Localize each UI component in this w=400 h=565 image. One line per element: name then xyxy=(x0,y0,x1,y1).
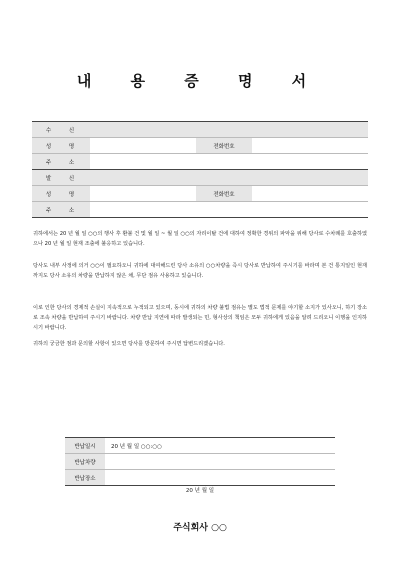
footer-date: 20 년 월 일 xyxy=(185,488,215,494)
sender-phone-field[interactable] xyxy=(252,186,368,202)
recipient-section-label: 수 신 xyxy=(32,122,90,138)
return-place-label: 반납장소 xyxy=(65,470,105,486)
recipient-phone-label: 전화번호 xyxy=(196,138,252,154)
body-paragraph: 귀하에서는 20 년 월 일 ○○의 행사 후 환불 건 및 월 일 ~ 월 일 ○○의 자리이탈 건에 대하여 정확한 경위의 파악을 위해 당사로 수차례를 호출하였으나 20 년 월 일 현재 조출에 불응하고 있습니다. xyxy=(33,231,367,247)
return-vehicle-row xyxy=(65,454,335,470)
recipient-name-field[interactable] xyxy=(90,138,196,154)
recipient-name-label: 성 명 xyxy=(32,138,90,154)
return-info-table xyxy=(65,437,335,486)
sender-phone-label: 전화번호 xyxy=(196,186,252,202)
recipient-header-row xyxy=(32,122,368,138)
recipient-address-row xyxy=(32,154,368,170)
sender-address-field[interactable] xyxy=(90,202,368,218)
recipient-phone-field[interactable] xyxy=(252,138,368,154)
sender-address-row xyxy=(32,202,368,218)
return-date-field[interactable]: 20 년 월 일 ○○:○○ xyxy=(105,438,335,454)
body-paragraph: 이로 인한 당사의 경제적 손실이 지속적으로 누적되고 있으며, 동시에 귀하의 차량 불법 점유는 별도 법적 문제를 야기할 소지가 있사오니, 하기 장소로 조속 차량을 반납하여 주시기 바랍니다. 차량 반납 지연에 따라 발생되는 민, 형사상의 책임은 모두 귀하에게 있음을 알려 드리오니 이행을 인지하시기 바랍니다. xyxy=(33,305,367,331)
sender-address-label: 주 소 xyxy=(32,202,90,218)
return-vehicle-field[interactable] xyxy=(105,454,335,470)
recipient-address-field[interactable] xyxy=(90,154,368,170)
sender-name-field[interactable] xyxy=(90,186,196,202)
company-name: 주식회사 ○○ xyxy=(173,523,227,533)
recipient-name-row xyxy=(32,138,368,154)
recipient-address-label: 주 소 xyxy=(32,154,90,170)
document-title: 내 용 증 명 서 xyxy=(76,72,324,90)
body-paragraph: 귀하의 궁금한 점과 문의할 사항이 있으면 당사를 방문하여 주시면 답변드리겠습니다. xyxy=(33,341,225,347)
return-date-row xyxy=(65,438,335,454)
return-date-label: 반납일시 xyxy=(65,438,105,454)
sender-section-label: 발 신 xyxy=(32,170,90,186)
party-info-table xyxy=(32,121,368,218)
sender-header-row xyxy=(32,170,368,186)
body-paragraph: 당사도 내부 사정에 의거 ○○이 필요하오니 귀하에 대여해드린 당사 소유의 ○○차량을 즉시 당사로 반납하여 주시기를 바라며 본 건 통지일인 현재까지도 당사 소유의 차량을 반납하지 않은 채, 무단 점유 사용하고 있습니다. xyxy=(33,263,367,279)
sender-name-row xyxy=(32,186,368,202)
sender-name-label: 성 명 xyxy=(32,186,90,202)
return-vehicle-label: 반납차량 xyxy=(65,454,105,470)
return-place-field[interactable] xyxy=(105,470,335,486)
return-place-row xyxy=(65,470,335,486)
